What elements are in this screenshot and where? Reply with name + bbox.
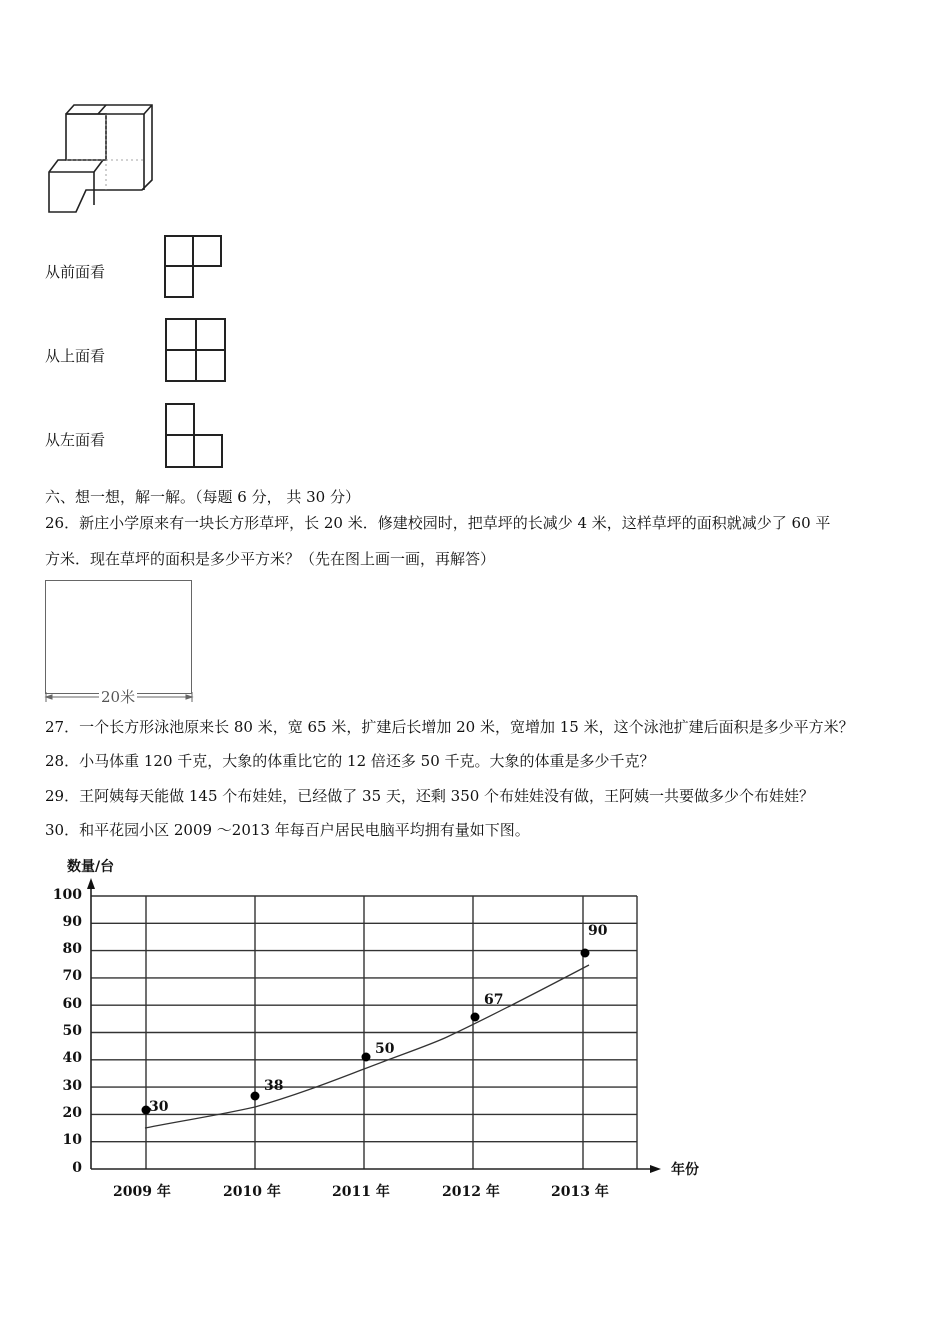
question-27: 27．一个长方形泳池原来长 80 米，宽 65 米，扩建后长增加 20 米，宽增加 15 米，这个泳池扩建后面积是多少平方米？ <box>45 718 854 736</box>
y-tick: 100 <box>52 887 82 903</box>
question-30: 30．和平花园小区 2009 ～2013 年每百户居民电脑平均拥有量如下图。 <box>45 821 530 839</box>
section-heading: 六、想一想，解一解。（每题 6 分， 共 30 分） <box>45 488 360 506</box>
data-label: 90 <box>588 923 608 939</box>
question-26-line2: 方米．现在草坪的面积是多少平方米？（先在图上画一画，再解答） <box>45 550 496 568</box>
x-category: 2011 年 <box>332 1184 390 1200</box>
top-view-label: 从上面看 <box>45 347 106 365</box>
question-28: 28．小马体重 120 千克，大象的体重比它的 12 倍还多 50 千克。大象的体重是多少千克？ <box>45 752 655 770</box>
left-view-label: 从左面看 <box>45 431 106 449</box>
chart-xlabel: 年份 <box>671 1162 699 1178</box>
question-29: 29．王阿姨每天能做 145 个布娃娃，已经做了 35 天，还剩 350 个布娃娃没有做，王阿姨一共要做多少个布娃娃？ <box>45 787 815 805</box>
y-tick: 70 <box>62 968 82 984</box>
data-label: 30 <box>149 1099 169 1115</box>
data-label: 38 <box>264 1078 284 1094</box>
x-category: 2012 年 <box>442 1184 500 1200</box>
y-tick: 20 <box>62 1105 82 1121</box>
front-view-label: 从前面看 <box>45 263 106 281</box>
x-category: 2010 年 <box>223 1184 281 1200</box>
y-tick: 60 <box>62 996 82 1012</box>
x-category: 2013 年 <box>551 1184 609 1200</box>
y-tick: 40 <box>62 1050 82 1066</box>
y-tick: 10 <box>62 1132 82 1148</box>
question-26-line1: 26．新庄小学原来有一块长方形草坪，长 20 米．修建校园时，把草坪的长减少 4 米，这样草坪的面积就减少了 60 平 <box>45 514 831 532</box>
y-tick: 50 <box>62 1023 82 1039</box>
y-tick: 90 <box>62 914 82 930</box>
y-tick: 0 <box>72 1160 82 1176</box>
data-label: 67 <box>484 992 504 1008</box>
y-tick: 30 <box>62 1078 82 1094</box>
dimension-label: 20米 <box>101 688 136 706</box>
x-category: 2009 年 <box>113 1184 171 1200</box>
chart-ylabel: 数量/台 <box>67 859 115 875</box>
data-label: 50 <box>375 1041 395 1057</box>
y-tick: 80 <box>62 941 82 957</box>
